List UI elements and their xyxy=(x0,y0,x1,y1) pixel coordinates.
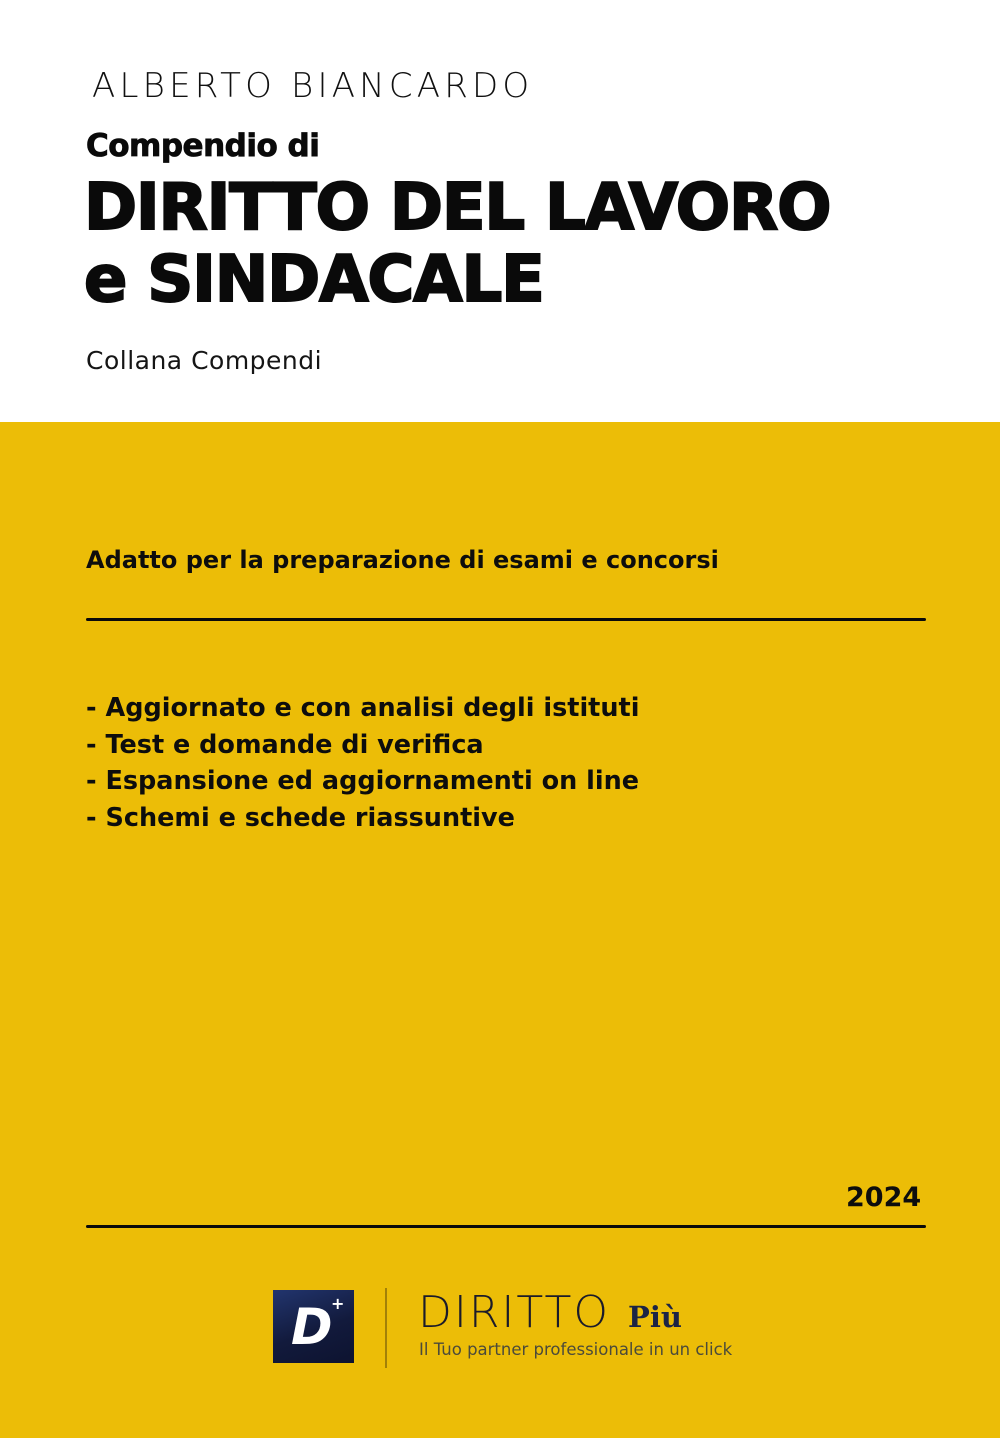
cover-header-area xyxy=(0,0,1000,422)
publisher-logo xyxy=(273,1287,753,1370)
edition-year: 2024 xyxy=(846,1182,922,1213)
feature-item: - Schemi e schede riassuntive xyxy=(86,802,515,833)
feature-list xyxy=(86,690,639,836)
book-title-line-1: DIRITTO DEL LAVORO xyxy=(84,171,831,245)
publisher-name-suffix: Più xyxy=(628,1300,682,1334)
book-title-line-2: e SINDACALE xyxy=(84,243,544,317)
series-name: Collana Compendi xyxy=(86,346,323,375)
logo-letter: D xyxy=(291,1298,333,1356)
feature-item: - Aggiornato e con analisi degli istituti xyxy=(86,693,640,723)
book-title xyxy=(84,172,830,316)
publisher-name xyxy=(418,1287,682,1338)
publisher-logo-icon xyxy=(273,1290,354,1363)
feature-item: - Test e domande di verifica xyxy=(86,729,484,760)
publisher-name-main: DIRITTO xyxy=(418,1287,611,1338)
author-name: ALBERTO BIANCARDO xyxy=(92,66,534,106)
divider-top xyxy=(86,618,926,621)
tagline: Adatto per la preparazione di esami e concorsi xyxy=(86,546,719,574)
feature-item: - Espansione ed aggiornamenti on line xyxy=(86,766,640,796)
plus-icon: + xyxy=(331,1294,345,1313)
cover-yellow-band xyxy=(0,422,1000,1438)
publisher-slogan: Il Tuo partner professionale in un click xyxy=(419,1340,733,1359)
logo-separator xyxy=(385,1288,387,1368)
title-prefix: Compendio di xyxy=(86,128,320,164)
divider-bottom xyxy=(86,1225,926,1228)
